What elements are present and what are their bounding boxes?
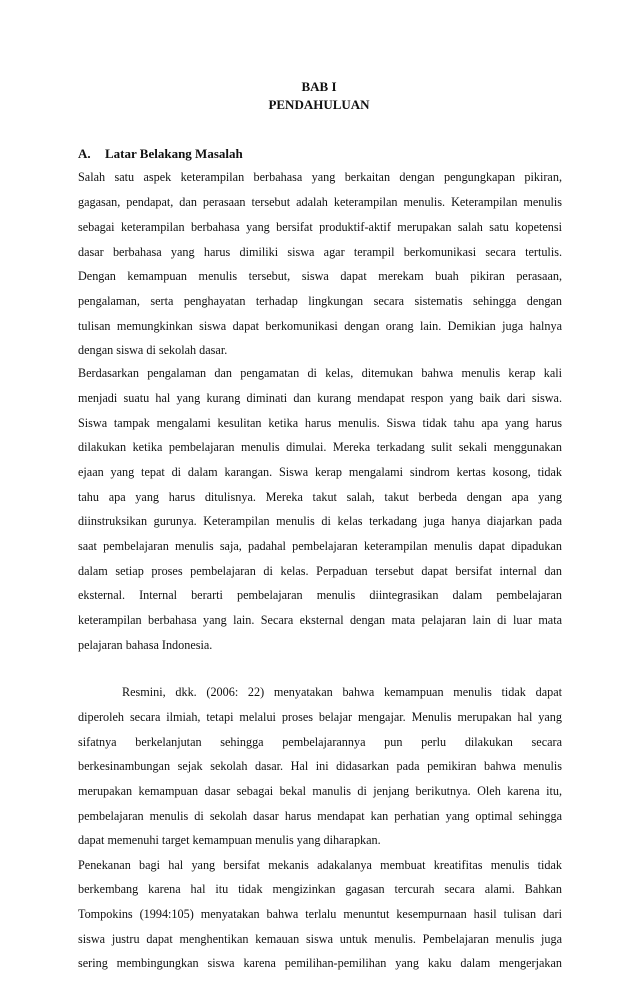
text-line: siswa justru dapat menghentikan kemauan siswa untuk menulis. Pembelajaran menulis juga: [78, 932, 562, 946]
text-line: dengan siswa di sekolah dasar.: [78, 343, 228, 357]
text-line: keterampilan berbahasa yang lain. Secara eksternal dengan mata pelajaran lain di luar mata: [78, 613, 562, 627]
text-line: tulisan memungkinkan siswa dapat berkomunikasi dengan orang lain. Demikian juga halnya: [78, 319, 562, 333]
text-line: Siswa tampak mengalami kesulitan ketika harus menulis. Siswa tidak tahu apa yang harus: [78, 416, 562, 430]
text-line: pembelajaran menulis di sekolah dasar harus mendapat kan perhatian yang optimal sehingga: [78, 809, 562, 823]
section-number: A.: [78, 146, 91, 161]
text-line: dapat memenuhi target kemampuan menulis yang diharapkan.: [78, 833, 381, 847]
text-line: Berdasarkan pengalaman dan pengamatan di kelas, ditemukan bahwa menulis kerap kali: [78, 366, 562, 380]
text-line: diperoleh secara ilmiah, tetapi melalui proses belajar mengajar. Menulis merupakan hal yang: [78, 710, 562, 724]
section-title: Latar Belakang Masalah: [105, 146, 243, 161]
text-line: sebagai keterampilan berbahasa yang bersifat produktif-aktif merupakan salah satu kopetensi: [78, 220, 562, 234]
text-line: Penekanan bagi hal yang bersifat mekanis adakalanya membuat kreatifitas menulis tidak: [78, 858, 562, 872]
text-line: Tompokins (1994:105) menyatakan bahwa terlalu menuntut kesempurnaan hasil tulisan dari: [78, 907, 562, 921]
text-line: berkembang karena hal itu tidak mengizinkan gagasan tercurah secara alami. Bahkan: [78, 882, 562, 896]
text-line: Resmini, dkk. (2006: 22) menyatakan bahwa kemampuan menulis tidak dapat: [122, 685, 562, 699]
text-line: menjadi suatu hal yang kurang diminati dan kurang mendapat respon yang baik dari siswa.: [78, 391, 562, 405]
text-line: dilakukan ketika pembelajaran menulis dimulai. Mereka terkadang sulit sekali menggunakan: [78, 440, 562, 454]
text-line: saat pembelajaran menulis saja, padahal pembelajaran keterampilan menulis dapat dipadukan: [78, 539, 562, 553]
text-line: sering membingungkan siswa karena pemilihan-pemilihan yang kaku dalam mengerjakan: [78, 956, 562, 970]
text-line: sifatnya berkelanjutan sehingga pembelajarannya pun perlu dilakukan secara: [78, 735, 562, 749]
text-line: dalam setiap proses pembelajaran di kelas. Perpaduan tersebut dapat bersifat internal dan: [78, 564, 562, 578]
section-heading: [78, 146, 243, 162]
text-line: merupakan kemampuan dasar sebagai bekal manulis di jenjang berikutnya. Oleh karena itu,: [78, 784, 562, 798]
text-line: eksternal. Internal berarti pembelajaran menulis diintegrasikan dalam pembelajaran: [78, 588, 562, 602]
text-line: dasar berbahasa yang harus dimiliki siswa agar terampil berkomunikasi secara tertulis.: [78, 245, 562, 259]
text-line: pelajaran bahasa Indonesia.: [78, 638, 213, 652]
text-line: tahu apa yang harus ditulisnya. Mereka takut salah, takut berbeda dengan apa yang: [78, 490, 562, 504]
text-line: berkesinambungan sejak sekolah dasar. Hal ini didasarkan pada pemikiran bahwa menulis: [78, 759, 562, 773]
chapter-title: PENDAHULUAN: [268, 97, 370, 112]
text-line: gagasan, pendapat, dan perasaan tersebut adalah keterampilan menulis. Keterampilan menulis: [78, 195, 562, 209]
text-line: Salah satu aspek keterampilan berbahasa yang berkaitan dengan pengungkapan pikiran,: [78, 170, 562, 184]
text-line: ejaan yang tepat di dalam karangan. Siswa kerap mengalami sindrom kertas kosong, tidak: [78, 465, 562, 479]
text-line: Dengan kemampuan menulis tersebut, siswa dapat merekam buah pikiran perasaan,: [78, 269, 562, 283]
chapter-heading: BAB I: [301, 79, 337, 94]
text-line: diinstruksikan gurunya. Keterampilan menulis di kelas terkadang juga hanya diajarkan pada: [78, 514, 562, 528]
text-line: pengalaman, serta penghayatan terhadap lingkungan secara sistematis sehingga dengan: [78, 294, 562, 308]
